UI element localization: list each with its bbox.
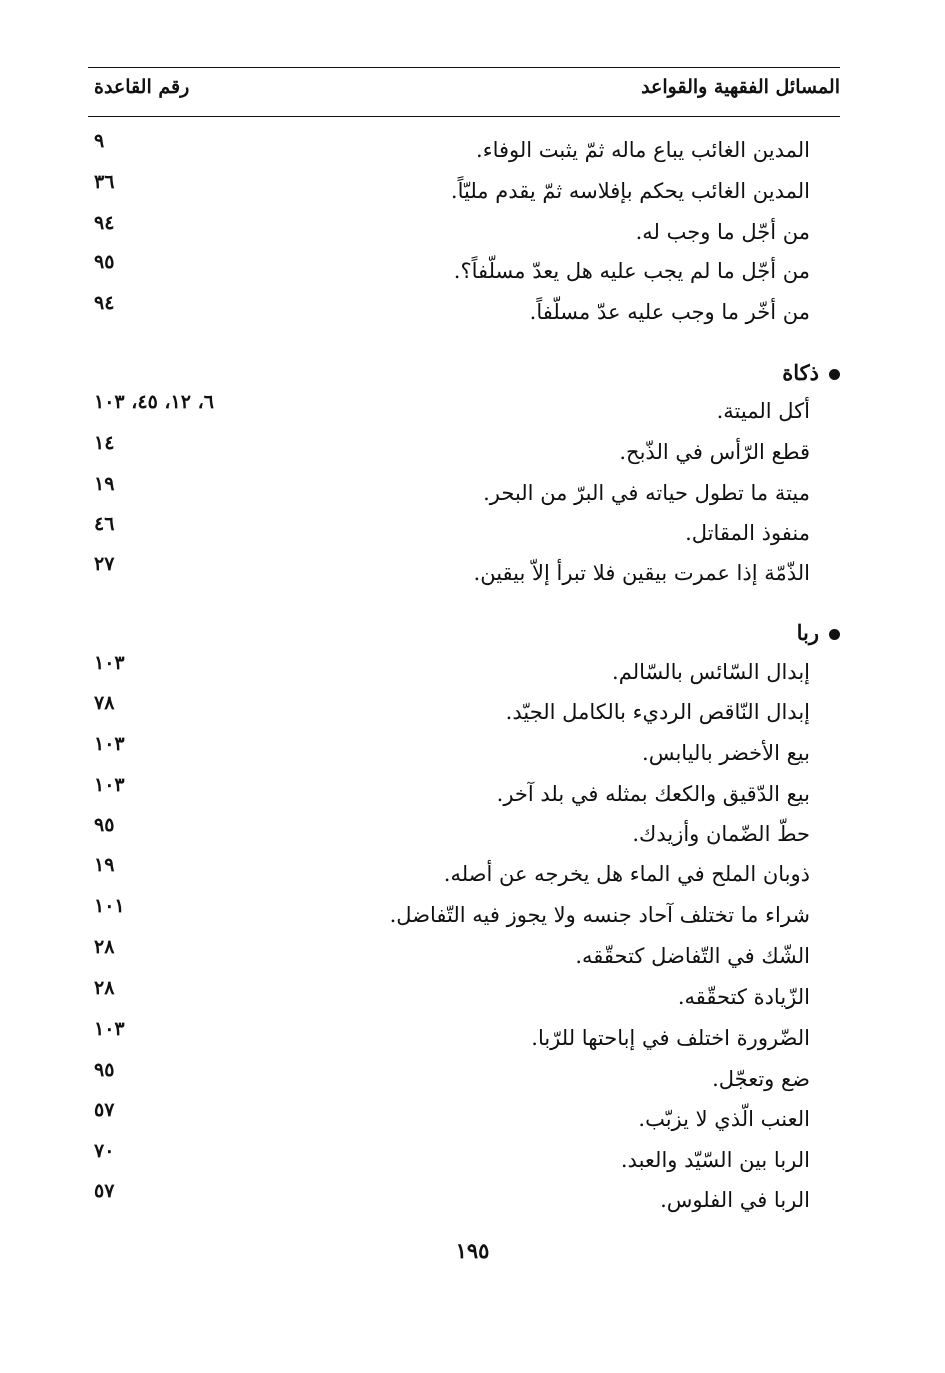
index-row	[90, 854, 810, 900]
page-number: ١٩٥	[455, 1238, 490, 1263]
index-row	[90, 1180, 810, 1226]
index-row	[90, 1018, 810, 1064]
index-entry-ref: ٦، ١٢، ٤٥، ١٠٣	[94, 391, 214, 413]
index-entry-ref: ١٤	[94, 432, 115, 454]
bullet-icon	[829, 369, 840, 380]
index-entry-ref: ٧٠	[94, 1140, 115, 1162]
index-entry-text: منفوذ المقاتل.	[685, 521, 810, 545]
index-entry-ref: ٢٨	[94, 936, 115, 958]
index-entry-text: بيع الدّقيق والكعك بمثله في بلد آخر.	[496, 782, 810, 806]
index-entry-ref: ٤٦	[94, 513, 115, 535]
index-entry-ref: ٢٨	[94, 977, 115, 999]
index-entry-text: ميتة ما تطول حياته في البرّ من البحر.	[483, 481, 810, 505]
index-row	[90, 292, 810, 338]
running-header-title: المسائل الفقهية والقواعد	[641, 76, 840, 98]
index-entry-text: من أجّل ما وجب له.	[635, 220, 810, 244]
index-row	[90, 251, 810, 297]
index-entry-ref: ١٠٣	[94, 774, 125, 796]
index-row	[90, 895, 810, 941]
index-entry-ref: ١٠٣	[94, 733, 125, 755]
index-row	[90, 977, 810, 1023]
index-entry-text: قطع الرّأس في الذّبح.	[619, 440, 810, 464]
index-row	[90, 652, 810, 698]
index-entry-text: الضّرورة اختلف في إباحتها للرّبا.	[531, 1026, 810, 1050]
section-heading-text: ذكاة	[782, 360, 819, 385]
index-entry-ref: ٩٥	[94, 814, 115, 836]
index-entry-text: إبدال السّائس بالسّالم.	[612, 660, 810, 684]
index-row	[90, 936, 810, 982]
index-entry-ref: ٩٥	[94, 251, 115, 273]
index-entry-text: إبدال النّاقص الرديء بالكامل الجيّد.	[505, 700, 810, 724]
index-entry-ref: ٥٧	[94, 1180, 115, 1202]
index-entry-text: العنب الّذي لا يزبّب.	[638, 1107, 810, 1131]
index-row	[90, 1140, 810, 1186]
index-entry-text: بيع الأخضر باليابس.	[642, 741, 810, 765]
index-entry-text: الربا بين السّيّد والعبد.	[620, 1148, 810, 1172]
index-entry-ref: ٥٧	[94, 1099, 115, 1121]
index-entry-text: حطّ الضّمان وأزيدك.	[632, 822, 810, 846]
index-row	[90, 212, 810, 258]
section-heading	[797, 620, 840, 645]
section-heading	[782, 360, 840, 385]
bullet-icon	[829, 629, 840, 640]
index-row	[90, 391, 810, 437]
index-entry-ref: ٢٧	[94, 553, 115, 575]
running-header-column-label: رقم القاعدة	[94, 76, 190, 98]
index-entry-ref: ٩	[94, 130, 105, 152]
index-entry-text: الشّك في التّفاضل كتحقّقه.	[575, 944, 810, 968]
index-entry-text: الذّمّة إذا عمرت بيقين فلا تبرأ إلاّ بيقين.	[473, 561, 810, 585]
section-heading-text: ربا	[796, 620, 819, 645]
index-entry-ref: ١٠٣	[94, 652, 125, 674]
index-entry-text: الزّيادة كتحقّقه.	[677, 985, 810, 1009]
index-row	[90, 692, 810, 738]
index-entry-text: المدين الغائب يباع ماله ثمّ يثبت الوفاء.	[476, 138, 810, 162]
index-entry-ref: ٩٥	[94, 1059, 115, 1081]
index-entry-text: ضع وتعجّل.	[712, 1067, 810, 1091]
index-entry-ref: ١٩	[94, 854, 115, 876]
index-entry-ref: ٧٨	[94, 692, 115, 714]
index-row	[90, 733, 810, 779]
index-entry-text: المدين الغائب يحكم بإفلاسه ثمّ يقدم مليّاً.	[450, 179, 810, 203]
index-row	[90, 553, 810, 599]
index-row	[90, 774, 810, 820]
index-entry-ref: ٩٤	[94, 212, 115, 234]
index-entry-text: ذوبان الملح في الماء هل يخرجه عن أصله.	[443, 862, 810, 886]
index-row	[90, 432, 810, 478]
index-row	[90, 1059, 810, 1105]
index-entry-ref: ٩٤	[94, 292, 115, 314]
index-entry-ref: ١٠١	[94, 895, 125, 917]
header-rule-top	[88, 67, 840, 68]
header-rule-bottom	[88, 116, 840, 117]
index-row	[90, 130, 810, 176]
index-row	[90, 1099, 810, 1145]
index-row	[90, 513, 810, 559]
index-entry-ref: ١٩	[94, 473, 115, 495]
index-row	[90, 171, 810, 217]
index-entry-ref: ١٠٣	[94, 1018, 125, 1040]
index-entry-ref: ٣٦	[94, 171, 115, 193]
index-entry-text: شراء ما تختلف آحاد جنسه ولا يجوز فيه التّفاضل.	[389, 903, 810, 927]
index-row	[90, 473, 810, 519]
index-entry-text: أكل الميتة.	[716, 399, 810, 423]
index-entry-text: الربا في الفلوس.	[660, 1188, 810, 1212]
index-entry-text: من أجّل ما لم يجب عليه هل يعدّ مسلّفاً؟.	[453, 259, 810, 283]
index-entry-text: من أخّر ما وجب عليه عدّ مسلّفاً.	[529, 300, 810, 324]
index-row	[90, 814, 810, 860]
